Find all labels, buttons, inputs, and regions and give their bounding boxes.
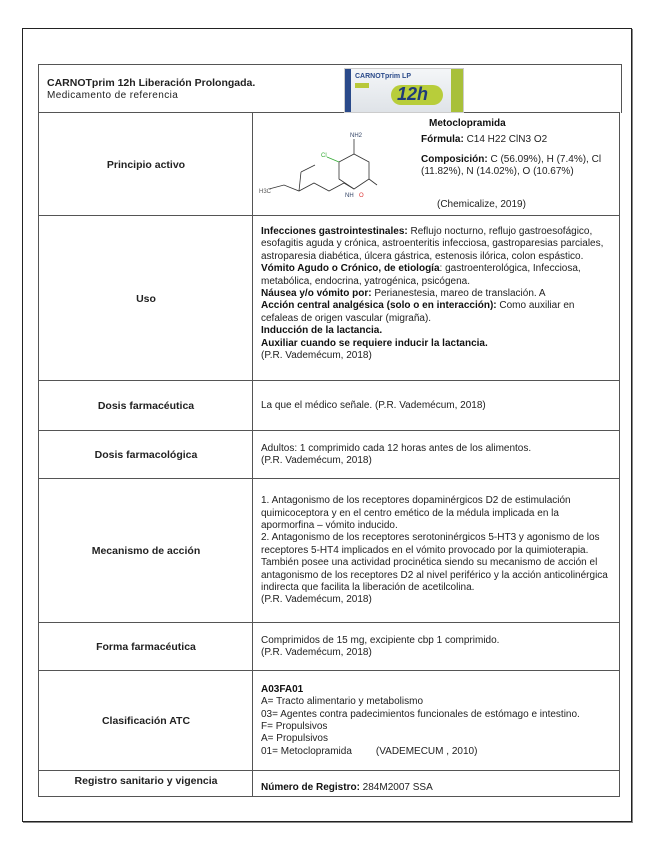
uso-text: : gastroenterológica, Infecciosa, metabólica, endocrina, yatrogénica, psicógena. <box>261 263 581 287</box>
source: (P.R. Vademécum, 2018) <box>261 647 372 658</box>
mecanismo-item: También posee una actividad procinética siendo su mecanismo de acción el antagonismo de los receptores D2 al nivel periférico y la acción anticolinérgica indirecta que facilita la liberación de acetilcolina. <box>261 557 608 594</box>
svg-text:NH: NH <box>345 193 354 199</box>
uso-heading: Infecciones gastrointestinales: <box>261 226 408 237</box>
header-row <box>38 64 622 113</box>
value-registro <box>252 771 620 796</box>
uso-text: Perianestesia, mareo de translación. A <box>371 288 546 300</box>
drug-name: Metoclopramida <box>429 118 506 129</box>
composition-value: C (56.09%), H (7.4%), Cl (11.82%), N (14.02%), O (10.67%) <box>421 154 602 178</box>
uso-text: Reflujo nocturno, reflujo gastroesofágico, esofagitis aguda y crónica, astroenteritis infecciosa, gastroparesias parciales, astroparesia diabética, úlcera gástrica, estenosis ilórica, colon espástico. <box>261 226 604 262</box>
source: (Chemicalize, 2019) <box>437 199 526 210</box>
value-atc <box>252 671 620 771</box>
svg-text:NH2: NH2 <box>350 133 363 139</box>
value-mecanismo <box>252 479 620 623</box>
molecule-structure-image <box>259 127 379 207</box>
row-dosis-farmaceutica <box>38 380 620 431</box>
atc-line: 03= Agentes contra padecimientos funcionales de estómago e intestino. <box>261 708 580 720</box>
composition <box>421 154 611 179</box>
row-forma <box>38 622 620 671</box>
product-title: CARNOTprim 12h Liberación Prolongada. <box>47 77 256 89</box>
source: (P.R. Vademécum, 2018) <box>261 455 372 466</box>
atc-line: 01= Metoclopramida <box>261 745 352 757</box>
uso-text: Como auxiliar en cefaleas de origen vascular (migraña). <box>261 300 575 324</box>
uso-heading: Acción central analgésica (solo o en interacción): <box>261 300 497 312</box>
atc-line: F= Propulsivos <box>261 721 328 732</box>
formula-label: Fórmula: <box>421 134 464 145</box>
dosis-text: Adultos: 1 comprimido cada 12 horas antes de los alimentos. <box>261 442 532 454</box>
label-principio-activo: Principio activo <box>38 113 253 216</box>
drug-name-wrap <box>429 118 506 130</box>
label-atc: Clasificación ATC <box>38 671 253 771</box>
label-dosis-farmacologica: Dosis farmacológica <box>38 431 253 479</box>
label-forma: Forma farmacéutica <box>38 623 253 671</box>
label-dosis-farmaceutica: Dosis farmacéutica <box>38 381 253 431</box>
uso-heading: Auxiliar cuando se requiere inducir la lactancia. <box>261 337 488 349</box>
value-uso <box>252 216 620 381</box>
svg-text:Cl: Cl <box>321 153 327 159</box>
source: (VADEMECUM , 2010) <box>375 745 478 757</box>
row-dosis-farmacologica <box>38 430 620 479</box>
registro-number: 284M2007 SSA <box>359 782 433 793</box>
product-box-image <box>344 68 464 113</box>
forma-text: Comprimidos de 15 mg, excipiente cbp 1 comprimido. <box>261 634 500 646</box>
row-registro <box>38 770 620 797</box>
svg-text:H3C: H3C <box>259 189 272 195</box>
mecanismo-item: 2. Antagonismo de los receptores serotoninérgicos 5-HT3 y agonismo de los receptores 5-HT4 implicados en el vómito provocado por la quimioterapia. <box>261 532 600 556</box>
label-registro: Registro sanitario y vigencia <box>38 771 253 796</box>
uso-heading: Inducción de la lactancia. <box>261 325 383 337</box>
label-mecanismo: Mecanismo de acción <box>38 479 253 623</box>
atc-code: A03FA01 <box>261 683 304 695</box>
product-subtitle: Medicamento de referencia <box>47 90 179 101</box>
formula <box>421 134 611 146</box>
value-forma <box>252 623 620 671</box>
value-dosis-farmaceutica <box>252 381 620 431</box>
box-brand: CARNOTprim LP <box>355 73 411 80</box>
atc-line: A= Tracto alimentario y metabolismo <box>261 696 424 708</box>
atc-line: A= Propulsivos <box>261 733 328 745</box>
label-uso: Uso <box>38 216 253 381</box>
row-principio-activo <box>38 112 620 216</box>
row-atc <box>38 670 620 771</box>
mecanismo-item: 1. Antagonismo de los receptores dopaminérgicos D2 de estimulación quimicoceptora y en el centro emético de la médula implicada en la apormorfina – vómito inducido. <box>261 495 571 531</box>
dosis-text: La que el médico señale. (P.R. Vademécum, 2018) <box>261 399 486 411</box>
registro-label: Número de Registro: <box>261 782 360 793</box>
formula-value: C14 H22 ClN3 O2 <box>466 134 548 145</box>
composition-label: Composición: <box>421 154 488 165</box>
source: (P.R. Vademécum, 2018) <box>261 594 372 606</box>
value-dosis-farmacologica <box>252 431 620 479</box>
row-mecanismo <box>38 478 620 623</box>
box-label: 12h <box>397 84 429 104</box>
uso-heading: Vómito Agudo o Crónico, de etiología <box>261 263 440 275</box>
source: (P.R. Vademécum, 2018) <box>261 350 372 362</box>
row-uso <box>38 215 620 381</box>
value-principio-activo <box>252 113 620 216</box>
uso-heading: Náusea y/o vómito por: <box>261 288 372 300</box>
svg-text:O: O <box>359 193 364 199</box>
